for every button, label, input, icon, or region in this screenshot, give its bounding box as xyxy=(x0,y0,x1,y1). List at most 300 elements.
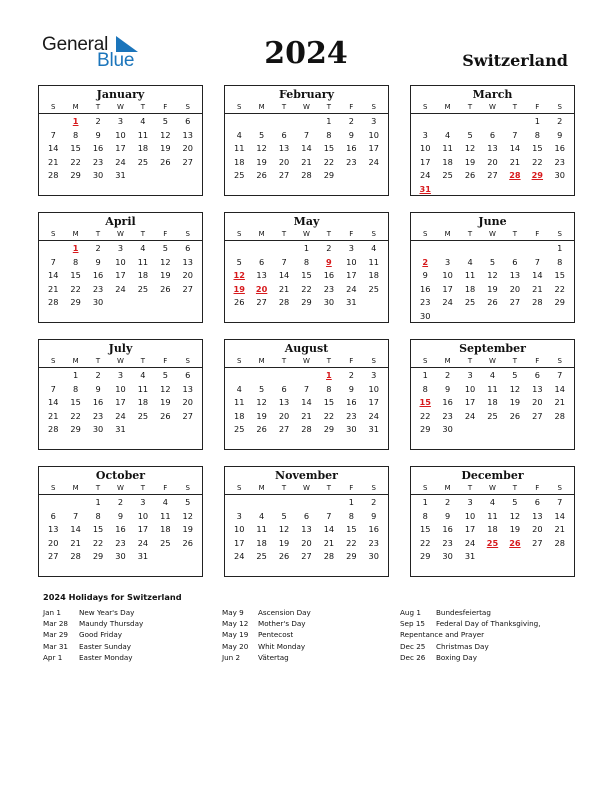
day-cell: 26 xyxy=(464,170,476,181)
week-row xyxy=(225,243,388,254)
empty-cell xyxy=(504,551,526,562)
week-row xyxy=(39,157,202,168)
day-cell: 25 xyxy=(137,410,149,421)
weekday-label: M xyxy=(72,103,79,111)
day-cell: 25 xyxy=(368,283,379,294)
day-cell: 1 xyxy=(73,370,79,380)
weekday-label: T xyxy=(326,484,332,492)
week-row xyxy=(411,511,574,522)
day-cell: 14 xyxy=(554,383,565,394)
weekday-label: S xyxy=(50,484,56,492)
weekday-label: S xyxy=(557,484,562,492)
day-cell: 17 xyxy=(115,143,126,154)
day-cell: 9 xyxy=(557,129,563,140)
month-april xyxy=(38,212,203,323)
weekday-label: F xyxy=(535,103,540,111)
day-cell: 21 xyxy=(70,537,81,548)
day-cell: 22 xyxy=(420,410,431,421)
empty-cell xyxy=(42,370,64,381)
month-name: February xyxy=(278,88,334,101)
week-row xyxy=(39,370,202,381)
holiday-day: 31 xyxy=(419,184,431,194)
day-cell: 21 xyxy=(301,156,312,167)
day-cell: 27 xyxy=(278,424,290,435)
day-cell: 14 xyxy=(48,397,59,408)
holiday-entry xyxy=(400,652,541,663)
weekday-label: M xyxy=(444,484,451,492)
weekday-label: M xyxy=(258,103,265,111)
day-cell: 9 xyxy=(95,256,101,267)
day-cell: 18 xyxy=(137,270,149,281)
day-cell: 24 xyxy=(442,297,453,308)
empty-cell xyxy=(504,424,526,435)
day-cell: 21 xyxy=(532,283,543,294)
weekday-label: T xyxy=(512,103,518,111)
empty-cell xyxy=(64,497,86,508)
day-cell: 4 xyxy=(140,243,146,253)
day-cell: 10 xyxy=(442,270,453,281)
holiday-day: 28 xyxy=(509,170,521,181)
day-cell: 5 xyxy=(236,256,242,267)
empty-cell xyxy=(132,424,154,435)
day-cell: 12 xyxy=(487,270,498,281)
weekday-label: M xyxy=(258,357,265,365)
empty-cell xyxy=(273,370,295,381)
day-cell: 8 xyxy=(326,383,332,394)
holiday-name: Federal Day of Thanksgiving, xyxy=(436,619,541,629)
day-cell: 2 xyxy=(95,243,101,253)
day-cell: 14 xyxy=(278,270,290,281)
month-name: October xyxy=(95,469,146,482)
day-cell: 1 xyxy=(348,497,354,507)
day-cell: 29 xyxy=(301,297,312,308)
day-cell: 8 xyxy=(422,510,428,521)
day-cell: 19 xyxy=(160,143,171,154)
day-cell: 24 xyxy=(420,170,431,181)
week-row xyxy=(225,384,388,395)
day-cell: 8 xyxy=(73,129,79,140)
week-row xyxy=(39,511,202,522)
empty-cell xyxy=(318,497,340,508)
month-december xyxy=(410,466,575,577)
day-cell: 13 xyxy=(182,129,193,140)
empty-cell xyxy=(109,297,131,308)
day-cell: 5 xyxy=(467,129,473,140)
month-name: April xyxy=(105,215,136,228)
day-cell: 10 xyxy=(115,256,126,267)
day-cell: 24 xyxy=(464,537,476,548)
day-cell: 3 xyxy=(117,243,124,253)
day-cell: 30 xyxy=(442,424,453,435)
day-cell: 7 xyxy=(281,256,287,267)
holiday-date: Sep 15 xyxy=(400,619,425,629)
week-row xyxy=(411,524,574,535)
day-cell: 22 xyxy=(301,283,312,294)
day-cell: 11 xyxy=(487,510,498,521)
day-cell: 11 xyxy=(234,143,245,154)
empty-cell xyxy=(436,243,458,254)
holiday-entry xyxy=(43,607,143,618)
holiday-entry xyxy=(43,618,143,629)
empty-cell xyxy=(228,116,250,127)
day-cell: 7 xyxy=(557,497,563,507)
holiday-name: Bundesfeiertag xyxy=(436,608,491,617)
day-cell: 27 xyxy=(509,297,521,308)
day-cell: 8 xyxy=(348,510,354,521)
day-cell: 7 xyxy=(50,383,56,394)
month-name: August xyxy=(284,342,329,355)
logo-text-general: General xyxy=(42,34,109,55)
day-cell: 15 xyxy=(92,524,104,535)
day-cell: 30 xyxy=(92,297,104,308)
day-cell: 16 xyxy=(368,524,379,535)
weekday-header xyxy=(411,483,574,495)
day-cell: 4 xyxy=(445,129,451,140)
holiday-date: Dec 26 xyxy=(400,652,426,662)
day-cell: 21 xyxy=(48,410,59,421)
day-cell: 23 xyxy=(554,156,565,167)
day-cell: 29 xyxy=(70,297,81,308)
holidays-title: 2024 Holidays for Switzerland xyxy=(43,592,182,602)
day-cell: 20 xyxy=(301,537,312,548)
day-cell: 2 xyxy=(117,497,124,507)
day-cell: 26 xyxy=(256,424,267,435)
day-cell: 24 xyxy=(115,156,126,167)
week-row xyxy=(39,397,202,408)
empty-cell xyxy=(504,243,526,254)
day-cell: 10 xyxy=(368,129,379,140)
weekday-label: T xyxy=(467,230,473,238)
weekday-label: T xyxy=(512,357,518,365)
weekday-label: S xyxy=(50,103,56,111)
day-cell: 11 xyxy=(442,143,453,154)
day-cell: 29 xyxy=(70,424,81,435)
holiday-column xyxy=(222,607,311,663)
weekday-label: M xyxy=(444,230,451,238)
month-june xyxy=(410,212,575,323)
empty-cell xyxy=(549,424,571,435)
day-cell: 14 xyxy=(323,524,335,535)
day-cell: 11 xyxy=(160,510,171,521)
day-cell: 18 xyxy=(160,524,171,535)
day-cell: 23 xyxy=(115,537,126,548)
day-cell: 5 xyxy=(162,243,168,253)
weekday-header xyxy=(411,102,574,114)
week-row xyxy=(411,424,574,435)
empty-cell xyxy=(154,297,176,308)
day-cell: 9 xyxy=(371,510,377,521)
day-cell: 2 xyxy=(348,116,354,126)
day-cell: 28 xyxy=(532,297,543,308)
month-october xyxy=(38,466,203,577)
month-november xyxy=(224,466,389,577)
weekday-label: W xyxy=(489,484,496,492)
weekday-header xyxy=(411,356,574,368)
day-cell: 14 xyxy=(301,143,312,154)
day-cell: 18 xyxy=(487,397,498,408)
weekday-label: S xyxy=(185,484,190,492)
day-cell: 20 xyxy=(532,397,543,408)
weekday-header xyxy=(39,356,202,368)
empty-cell xyxy=(481,116,503,127)
week-row xyxy=(225,397,388,408)
weekday-label: F xyxy=(163,357,168,365)
day-cell: 13 xyxy=(509,270,521,281)
day-cell: 19 xyxy=(256,410,267,421)
empty-cell xyxy=(250,370,272,381)
week-row xyxy=(39,143,202,154)
day-cell: 10 xyxy=(234,524,245,535)
empty-cell xyxy=(42,243,64,254)
day-cell: 14 xyxy=(509,143,521,154)
week-row xyxy=(411,257,574,268)
day-cell: 19 xyxy=(160,397,171,408)
empty-cell xyxy=(273,116,295,127)
day-cell: 15 xyxy=(346,524,357,535)
holiday-date: Apr 1 xyxy=(43,652,63,662)
empty-cell xyxy=(177,551,199,562)
day-cell: 16 xyxy=(420,283,431,294)
day-cell: 6 xyxy=(512,256,518,267)
week-row xyxy=(39,297,202,308)
day-cell: 22 xyxy=(532,156,543,167)
day-cell: 9 xyxy=(348,129,354,140)
month-name: January xyxy=(96,88,145,101)
day-cell: 4 xyxy=(467,256,473,267)
weekday-label: T xyxy=(140,484,146,492)
holiday-date: May 12 xyxy=(222,619,249,629)
day-cell: 25 xyxy=(137,156,149,167)
day-cell: 3 xyxy=(348,243,354,253)
day-cell: 18 xyxy=(256,537,267,548)
day-cell: 8 xyxy=(73,383,79,394)
week-row xyxy=(225,284,388,295)
day-cell: 21 xyxy=(509,156,521,167)
empty-cell xyxy=(526,243,548,254)
day-cell: 9 xyxy=(422,270,428,281)
day-cell: 6 xyxy=(281,383,287,394)
day-cell: 3 xyxy=(117,116,124,126)
day-cell: 4 xyxy=(140,370,146,380)
holiday-name: Ascension Day xyxy=(258,608,311,617)
day-cell: 2 xyxy=(557,116,563,126)
weekday-label: T xyxy=(95,484,101,492)
holiday-day: 2 xyxy=(422,256,429,267)
day-cell: 5 xyxy=(512,370,518,380)
empty-cell xyxy=(42,116,64,127)
weekday-label: W xyxy=(117,230,124,238)
day-cell: 16 xyxy=(346,143,357,154)
holiday-date: May 20 xyxy=(222,641,249,651)
week-row xyxy=(411,384,574,395)
weekday-label: F xyxy=(349,484,354,492)
week-row xyxy=(225,411,388,422)
day-cell: 31 xyxy=(346,297,357,308)
empty-cell xyxy=(504,311,526,322)
day-cell: 19 xyxy=(278,537,290,548)
day-cell: 4 xyxy=(140,116,146,126)
day-cell: 2 xyxy=(348,370,354,380)
weekday-label: S xyxy=(557,230,562,238)
day-cell: 17 xyxy=(137,524,149,535)
week-row xyxy=(39,270,202,281)
day-cell: 24 xyxy=(115,410,126,421)
weekday-label: S xyxy=(236,357,242,365)
day-cell: 12 xyxy=(278,524,290,535)
day-cell: 13 xyxy=(48,524,59,535)
weekday-label: S xyxy=(422,103,428,111)
day-cell: 22 xyxy=(323,410,335,421)
weekday-label: W xyxy=(303,357,310,365)
empty-cell xyxy=(154,551,176,562)
day-cell: 4 xyxy=(236,383,242,394)
day-cell: 11 xyxy=(137,129,149,140)
weekday-label: T xyxy=(95,230,101,238)
weekday-label: T xyxy=(467,357,473,365)
week-row xyxy=(225,551,388,562)
holiday-name: Christmas Day xyxy=(436,641,489,651)
empty-cell xyxy=(459,243,481,254)
day-cell: 3 xyxy=(117,370,124,380)
day-cell: 23 xyxy=(442,537,453,548)
weekday-label: M xyxy=(72,230,79,238)
weekday-label: S xyxy=(236,484,242,492)
week-row xyxy=(39,497,202,508)
holiday-day: 15 xyxy=(419,397,431,408)
day-cell: 21 xyxy=(301,410,312,421)
holiday-name-continuation: Repentance and Prayer xyxy=(400,630,485,640)
weekday-label: S xyxy=(371,357,376,365)
day-cell: 30 xyxy=(346,424,357,435)
weekday-label: T xyxy=(326,230,332,238)
day-cell: 22 xyxy=(420,537,431,548)
holiday-date: May 9 xyxy=(222,608,244,617)
day-cell: 21 xyxy=(48,156,59,167)
weekday-label: W xyxy=(117,103,124,111)
day-cell: 13 xyxy=(182,256,193,267)
empty-cell xyxy=(481,184,503,195)
weekday-label: F xyxy=(349,357,354,365)
day-cell: 22 xyxy=(554,283,565,294)
weekday-label: S xyxy=(50,357,56,365)
weekday-header xyxy=(39,483,202,495)
weekday-label: T xyxy=(326,103,332,111)
day-cell: 21 xyxy=(323,537,335,548)
empty-cell xyxy=(295,370,317,381)
day-cell: 6 xyxy=(185,370,191,380)
day-cell: 2 xyxy=(445,497,451,507)
day-cell: 27 xyxy=(278,170,290,181)
weekday-label: T xyxy=(140,230,146,238)
weekday-label: T xyxy=(512,484,518,492)
day-cell: 6 xyxy=(303,510,310,521)
week-row xyxy=(225,157,388,168)
day-cell: 27 xyxy=(256,297,267,308)
day-cell: 28 xyxy=(48,170,59,181)
day-cell: 28 xyxy=(554,537,565,548)
day-cell: 14 xyxy=(301,397,312,408)
holiday-entry xyxy=(43,629,143,640)
day-cell: 14 xyxy=(48,143,59,154)
day-cell: 19 xyxy=(256,156,267,167)
day-cell: 23 xyxy=(92,283,104,294)
month-name: March xyxy=(472,88,513,101)
day-cell: 8 xyxy=(303,256,310,267)
day-cell: 14 xyxy=(48,270,59,281)
day-cell: 21 xyxy=(278,283,290,294)
day-cell: 29 xyxy=(554,297,565,308)
day-cell: 28 xyxy=(278,297,290,308)
day-cell: 31 xyxy=(115,424,126,435)
day-cell: 1 xyxy=(422,370,428,380)
week-row xyxy=(411,551,574,562)
empty-cell xyxy=(132,170,154,181)
empty-cell xyxy=(549,311,571,322)
day-cell: 6 xyxy=(259,256,265,267)
weekday-label: M xyxy=(258,484,265,492)
holiday-entry xyxy=(222,629,311,640)
month-january xyxy=(38,85,203,196)
day-cell: 27 xyxy=(182,283,193,294)
day-cell: 21 xyxy=(554,524,565,535)
empty-cell xyxy=(526,551,548,562)
day-cell: 6 xyxy=(534,370,540,380)
weekday-label: T xyxy=(281,103,287,111)
day-cell: 22 xyxy=(70,156,81,167)
week-row xyxy=(411,130,574,141)
day-cell: 20 xyxy=(509,283,521,294)
holiday-name: Easter Monday xyxy=(79,652,133,662)
weekday-label: M xyxy=(72,484,79,492)
empty-cell xyxy=(526,424,548,435)
weekday-label: F xyxy=(349,103,354,111)
day-cell: 9 xyxy=(445,510,451,521)
day-cell: 22 xyxy=(323,156,335,167)
week-row xyxy=(411,143,574,154)
day-cell: 7 xyxy=(512,129,518,140)
day-cell: 28 xyxy=(554,410,565,421)
weekday-label: S xyxy=(185,357,190,365)
month-february xyxy=(224,85,389,196)
day-cell: 25 xyxy=(160,537,171,548)
day-cell: 19 xyxy=(509,397,521,408)
day-cell: 9 xyxy=(445,383,451,394)
weekday-label: W xyxy=(303,230,310,238)
day-cell: 13 xyxy=(256,270,267,281)
empty-cell xyxy=(526,311,548,322)
day-cell: 27 xyxy=(182,156,193,167)
day-cell: 6 xyxy=(281,129,287,140)
week-row xyxy=(411,157,574,168)
empty-cell xyxy=(340,170,362,181)
weekday-label: T xyxy=(95,357,101,365)
day-cell: 15 xyxy=(70,143,81,154)
month-name: September xyxy=(459,342,526,355)
empty-cell xyxy=(154,170,176,181)
day-cell: 13 xyxy=(278,397,290,408)
day-cell: 16 xyxy=(442,397,453,408)
weekday-label: F xyxy=(163,484,168,492)
empty-cell xyxy=(459,311,481,322)
day-cell: 4 xyxy=(259,510,265,521)
day-cell: 1 xyxy=(534,116,540,126)
week-row xyxy=(39,284,202,295)
day-cell: 2 xyxy=(445,370,451,380)
day-cell: 15 xyxy=(70,397,81,408)
day-cell: 23 xyxy=(368,537,379,548)
holiday-date: Jun 2 xyxy=(222,652,241,662)
empty-cell xyxy=(436,116,458,127)
